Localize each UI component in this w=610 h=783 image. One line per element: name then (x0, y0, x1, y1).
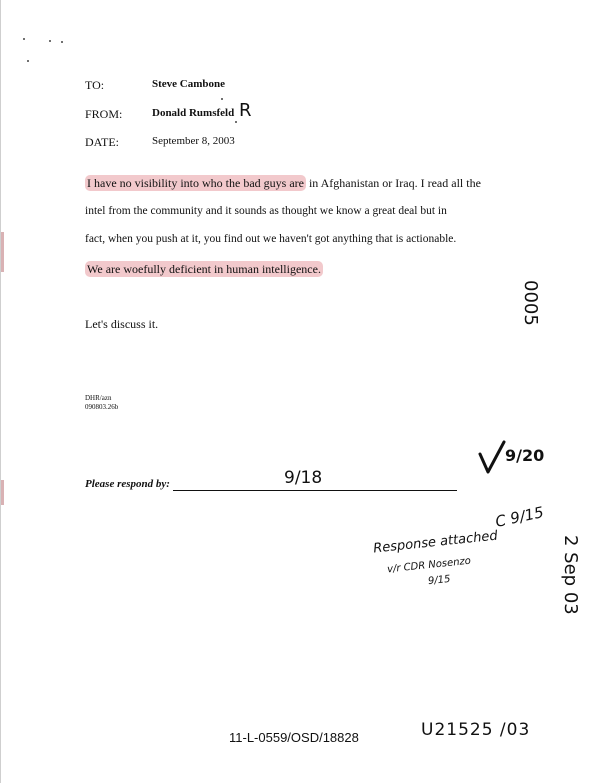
respond-by-line (173, 490, 457, 491)
scan-speck (61, 41, 63, 43)
body-line-4 (85, 262, 323, 277)
margin-note-top: 0005 (520, 280, 541, 326)
from-label: FROM: (85, 107, 123, 121)
margin-note-bottom: 2 Sep 03 (560, 535, 581, 615)
scan-speck (27, 60, 29, 62)
highlighted-text: We are woefully deficient in human intelligence. (87, 262, 321, 276)
checkmark-date-note: 9/20 (505, 446, 545, 465)
edge-mark (1, 480, 4, 505)
respond-by-label: Please respond by: (85, 478, 170, 490)
scan-speck (235, 121, 237, 123)
date-value: September 8, 2003 (152, 135, 235, 147)
date-label: DATE: (85, 135, 119, 149)
checkmark-icon (477, 440, 507, 476)
body-line-1 (85, 176, 481, 191)
osd-document-number: 11-L-0559/OSD/18828 (229, 730, 359, 745)
edge-mark (1, 232, 4, 272)
body-text: in Afghanistan or Iraq. I read all the (305, 176, 481, 190)
from-value: Donald Rumsfeld (152, 107, 235, 119)
reference-block (85, 394, 118, 412)
closing-line: Let's discuss it. (85, 317, 159, 331)
highlighted-text: I have no visibility into who the bad guys are (87, 176, 304, 190)
to-value: Steve Cambone (152, 78, 226, 90)
scan-speck (23, 38, 25, 40)
response-note-line2: v/r CDR Nosenzo (386, 555, 472, 576)
respond-by-handwritten-date: 9/18 (284, 468, 323, 488)
coordination-note: C 9/15 (493, 503, 546, 531)
scan-speck (221, 98, 223, 100)
to-label: TO: (85, 78, 105, 92)
scan-speck (49, 40, 51, 42)
body-line-3: fact, when you push at it, you find out we haven't got anything that is actionable. (85, 233, 457, 245)
document-ref: 090803.26b (85, 403, 119, 411)
body-line-2: intel from the community and it sounds as thought we know a great deal but in (85, 205, 447, 217)
control-number: U21525 /03 (421, 720, 531, 740)
response-note-line3: 9/15 (427, 573, 451, 588)
handwritten-initial: R (239, 100, 252, 121)
response-note-line1: Response attached (372, 528, 499, 557)
author-initials: DHR/azn (85, 394, 112, 402)
